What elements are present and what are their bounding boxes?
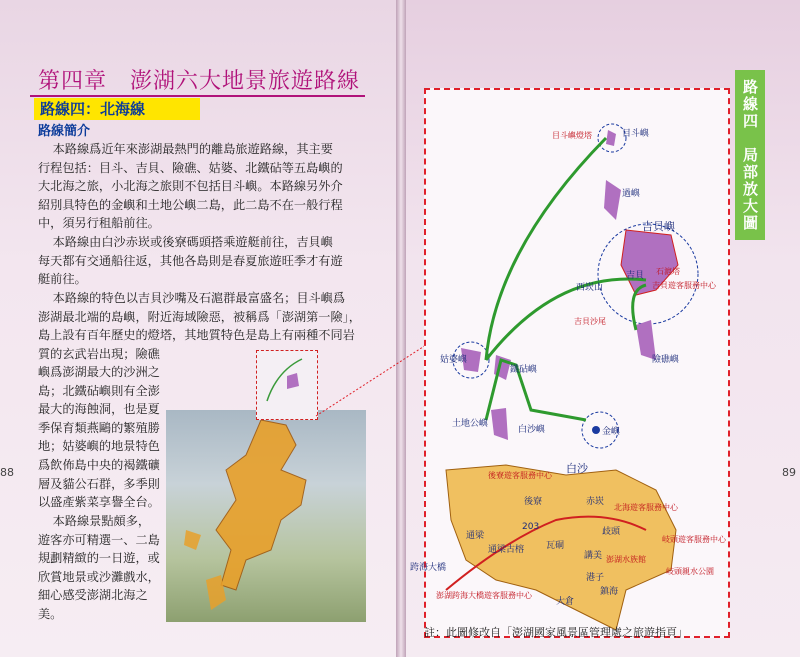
label-jibei: 吉貝嶼 [642, 220, 675, 233]
label-jibei-village: 吉貝 [626, 271, 645, 281]
route-heading: 路線四：北海線 [34, 98, 200, 120]
label-jin: 金嶼 [602, 427, 621, 437]
text-line: 規劃精緻的一日遊，或 [38, 551, 160, 566]
label-jibei-center: 吉貝遊客服務中心 [652, 281, 716, 290]
text-line: 季保育類燕鷗的繁殖勝 [38, 420, 160, 435]
label-kuizhai: 歧頭 [602, 527, 621, 537]
text-line: 紹別具特色的金嶼和土地公嶼二島，此二島不在一般行程 [38, 197, 343, 212]
label-dayou: 大倉 [556, 597, 575, 607]
label-stone-weir: 石滬塔 [656, 267, 680, 276]
route-map-drawing [426, 90, 728, 636]
label-xianjiao: 險礁嶼 [652, 355, 680, 365]
text-line: 島上設有百年歷史的燈塔，其地質特色是島上有兩種不同岩 [38, 328, 355, 343]
label-bridge-center: 澎湖跨海大橋遊客服務中心 [436, 591, 532, 600]
text-line: 澎湖最北端的島嶼，附近海域險惡，被稱爲「澎湖第一險」， [38, 309, 361, 324]
text-line: 大北海之旅，小北海之旅則不包括目斗嶼。本路線另外介 [38, 179, 343, 194]
paragraph-1 [38, 140, 368, 233]
text-line: 質的玄武岩出現；險礁 [38, 346, 160, 361]
route-side-tab: 路線四 局部放大圖 [735, 70, 765, 240]
label-zhenhai: 鎮海 [600, 587, 619, 597]
label-mudou: 目斗嶼 [622, 129, 650, 139]
paragraph-2 [38, 233, 368, 289]
label-bridge: 跨海大橋 [410, 563, 447, 573]
title-underline [30, 95, 365, 97]
text-line: 欣賞地景或沙灘戲水， [38, 569, 160, 584]
text-line: 本路線的特色以吉貝沙嘴及石滬群最富盛名；目斗嶼爲 [52, 291, 346, 305]
text-line: 層及貓公石群，多季則 [38, 476, 160, 491]
inset-route-sketch [257, 351, 317, 419]
text-line: 地；姑婆嶼的地景特色 [38, 439, 160, 454]
label-tongliang: 通梁 [466, 531, 485, 541]
label-tiezhen: 鐵砧嶼 [510, 365, 538, 375]
text-line: 行程包括：目斗、吉貝、險礁、姑婆、北鐵砧等五島嶼的 [38, 160, 343, 175]
text-line: 艇前往。 [38, 272, 87, 287]
route-subheading: 路線簡介 [38, 124, 91, 139]
penghu-overview-map [166, 410, 366, 622]
text-line: 島；北鐵砧嶼則有全澎 [38, 383, 160, 398]
label-houliao: 後寮 [524, 497, 543, 507]
label-yuyu: 過嶼 [622, 189, 641, 199]
label-wakeng: 瓦硐 [546, 541, 565, 551]
label-xiyaoshan: 西崁山 [576, 283, 604, 293]
text-line: 爲飲佈島中央的褐鐵礦 [38, 457, 160, 472]
label-houliao-center: 後寮遊客服務中心 [488, 471, 552, 480]
text-line: 美。 [38, 606, 63, 621]
label-mudou-lighthouse: 目斗嶼燈塔 [552, 131, 592, 140]
label-kuibi-center: 岐頭遊客服務中心 [662, 535, 726, 544]
label-gangzi: 港子 [586, 573, 605, 583]
label-jibei-sandbar: 吉貝沙尾 [574, 317, 606, 326]
text-line: 每天都有交通船往返，其他各島則是春夏旅遊旺季才有遊 [38, 253, 343, 268]
label-tudigong: 土地公嶼 [452, 419, 489, 429]
label-jiangjun: 講美 [584, 551, 603, 561]
text-line: 本路線由白沙赤崁或後寮碼頭搭乘遊艇前往，吉貝嶼 [52, 235, 333, 249]
label-gupo: 姑婆嶼 [440, 355, 468, 365]
label-tongliang-banyan: 通梁古榕 [488, 545, 525, 555]
route-map [410, 88, 730, 638]
paragraph-4 [38, 512, 168, 624]
book-spine [396, 0, 406, 657]
text-line: 遊客亦可精選一、二島 [38, 532, 160, 547]
label-chikan: 赤崁 [586, 497, 605, 507]
paragraph-3 [38, 289, 368, 363]
text-line: 嶼爲澎湖最大的沙洲之 [38, 365, 160, 379]
overview-inset [256, 350, 318, 420]
text-line: 本路線景點頗多， [52, 514, 151, 528]
label-kuibi-park: 岐頭親水公園 [666, 567, 714, 576]
penghu-overview-photo [166, 410, 366, 622]
text-line: 以盛產紫菜享譽全台。 [38, 495, 160, 510]
label-baisha-islet: 白沙嶼 [518, 425, 546, 435]
text-line: 中，須另行租船前往。 [38, 216, 160, 231]
text-line: 細心感受澎湖北海之 [38, 588, 148, 603]
label-road-203: 203 [522, 522, 540, 532]
text-line: 本路線爲近年來澎湖最熱門的離島旅遊路線，其主要 [52, 142, 333, 156]
label-beihai-center: 北海遊客服務中心 [614, 503, 678, 512]
chapter-title: 第四章 澎湖六大地景旅遊路線 [38, 69, 361, 94]
label-aquarium: 澎湖水族館 [606, 555, 646, 564]
page-number-right: 89 [782, 466, 796, 479]
paragraph-3-continued [38, 363, 168, 512]
text-line: 最大的海蝕洞，也是夏 [38, 402, 160, 417]
page-number-left: 88 [0, 466, 14, 479]
source-note: 註：此圖修改自「澎湖國家風景區管理處之旅遊指頁」 [424, 626, 688, 639]
label-baisha: 白沙 [566, 462, 588, 475]
